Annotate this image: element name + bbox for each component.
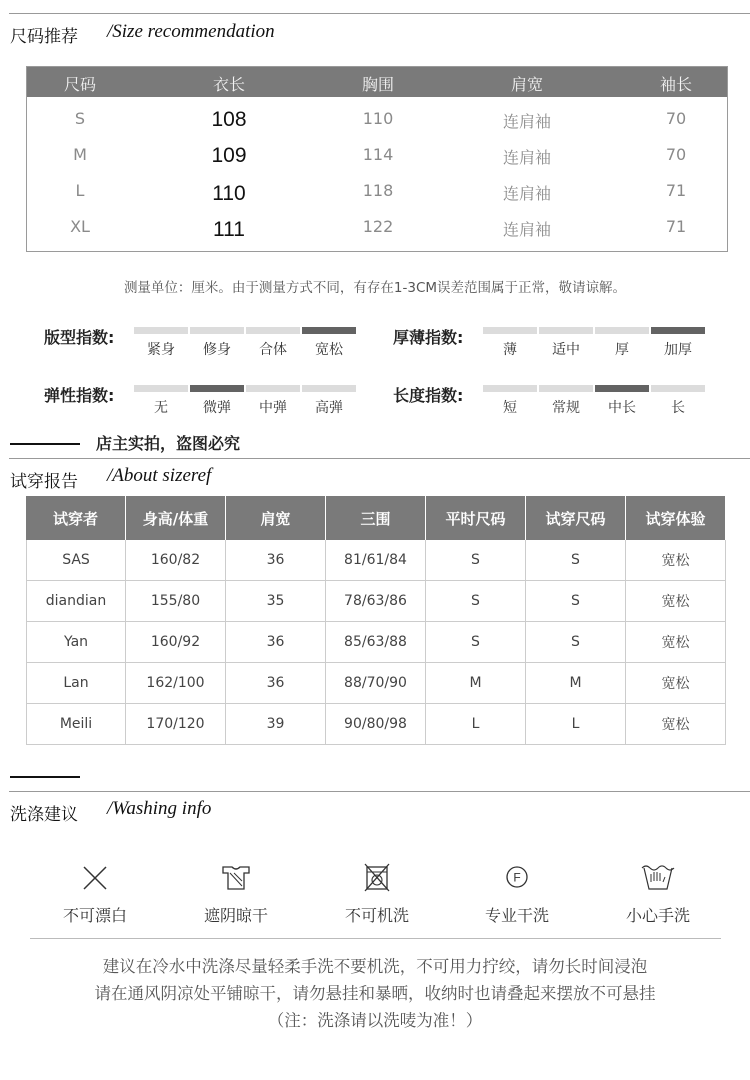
size-header-cell: 肩宽 [510, 75, 543, 94]
elasticity-index-bar [134, 385, 188, 392]
tryon-divider [9, 458, 750, 459]
tryon-cell-experience: 宽松 [626, 581, 726, 622]
hand-wash-icon [640, 862, 676, 892]
sleeve-cell: 71 [665, 181, 687, 200]
thickness-index-bar [651, 327, 705, 334]
thickness-index-label: 厚薄指数: [393, 328, 464, 347]
tryon-header-tester: 试穿者 [26, 496, 126, 540]
tryon-cell-measurements: 85/63/88 [326, 622, 426, 663]
size-cell: S [74, 109, 86, 128]
top-divider [9, 13, 750, 14]
size-title-en: /Size recommendation [107, 21, 275, 42]
length-index-option: 常规 [552, 400, 580, 416]
size-table-header [27, 67, 727, 97]
fit-index-option: 宽松 [315, 342, 343, 358]
shoulder-cell: 连肩袖 [502, 148, 551, 167]
tryon-cell-height-weight: 162/100 [126, 663, 226, 704]
tryon-header-measurements: 三围 [326, 496, 426, 540]
length-index-bar [483, 385, 537, 392]
wash-label-no-bleach: 不可漂白 [62, 906, 127, 925]
tryon-cell-height-weight: 160/92 [126, 622, 226, 663]
elasticity-index-option: 微弹 [203, 400, 231, 416]
elasticity-index-option: 无 [154, 400, 168, 416]
tryon-header-tried-size: 试穿尺码 [526, 496, 626, 540]
tryon-cell-height-weight: 160/82 [126, 540, 226, 581]
dry-clean-letter: F [513, 870, 521, 885]
no-bleach-icon [81, 865, 109, 891]
thickness-index-option: 厚 [615, 342, 629, 358]
wash-title-en: /Washing info [107, 798, 212, 819]
tryon-cell-experience: 宽松 [626, 540, 726, 581]
tryon-cell-shoulder: 36 [226, 540, 326, 581]
tryon-cell-measurements: 90/80/98 [326, 704, 426, 745]
tryon-cell-usual-size: M [426, 663, 526, 704]
tryon-cell-shoulder: 39 [226, 704, 326, 745]
tryon-header-shoulder: 肩宽 [226, 496, 326, 540]
wash-label-shade-dry: 遮阴晾干 [203, 906, 268, 925]
length-cell: 108 [211, 108, 247, 131]
fit-index-option: 合体 [259, 342, 287, 358]
length-cell: 111 [213, 218, 245, 241]
length-cell: 110 [212, 182, 246, 205]
shoulder-cell: 连肩袖 [502, 184, 551, 203]
size-header-cell: 胸围 [361, 75, 394, 94]
thickness-index-bar [539, 327, 593, 334]
length-index-bar [595, 385, 649, 392]
size-cell: M [73, 145, 87, 164]
size-title-cn: 尺码推荐 [10, 27, 78, 47]
tryon-cell-shoulder: 35 [226, 581, 326, 622]
fit-index-bar [190, 327, 244, 334]
tryon-cell-usual-size: S [426, 540, 526, 581]
short-rule-2 [10, 776, 80, 778]
wash-tips-divider [30, 938, 721, 939]
wash-label-no-machine-wash: 不可机洗 [344, 906, 409, 925]
measurement-note: 测量单位：厘米。由于测量方式不同，有存在1-3CM误差范围属于正常，敬请谅解。 [123, 280, 627, 296]
size-table [26, 66, 728, 252]
elasticity-index-bar [302, 385, 356, 392]
wash-tip-note: （注：洗涤请以洗唛为准！） [267, 1011, 483, 1030]
tryon-cell-experience: 宽松 [626, 663, 726, 704]
tryon-cell-height-weight: 155/80 [126, 581, 226, 622]
wash-label-dry-clean: 专业干洗 [484, 906, 549, 925]
length-index-option: 中长 [608, 400, 636, 416]
fit-index-bar [302, 327, 356, 334]
thickness-index-bar [595, 327, 649, 334]
tryon-table [26, 496, 726, 745]
fit-index-label: 版型指数: [44, 328, 115, 347]
tryon-header-height-weight: 身高/体重 [126, 496, 226, 540]
sleeve-cell: 70 [665, 145, 687, 164]
length-index-label: 长度指数: [393, 386, 464, 405]
size-header-cell: 尺码 [63, 75, 96, 94]
chest-cell: 114 [362, 145, 394, 164]
tryon-cell-tried-size: S [526, 622, 626, 663]
tryon-cell-tester: Lan [26, 663, 126, 704]
fit-index-option: 紧身 [147, 342, 175, 358]
tryon-cell-tried-size: S [526, 540, 626, 581]
tryon-cell-tester: Yan [26, 622, 126, 663]
chest-cell: 122 [362, 217, 394, 236]
size-header-cell: 袖长 [659, 75, 692, 94]
elasticity-index-bar [190, 385, 244, 392]
chest-cell: 110 [362, 109, 394, 128]
tryon-cell-measurements: 81/61/84 [326, 540, 426, 581]
tryon-cell-height-weight: 170/120 [126, 704, 226, 745]
dry-clean-icon [505, 865, 529, 889]
tryon-cell-tester: SAS [26, 540, 126, 581]
length-index-bar [539, 385, 593, 392]
wash-label-hand-wash: 小心手洗 [625, 906, 690, 925]
elasticity-index-label: 弹性指数: [44, 386, 115, 405]
tryon-cell-measurements: 78/63/86 [326, 581, 426, 622]
tryon-title-en: /About sizeref [107, 465, 212, 486]
tryon-cell-tried-size: S [526, 581, 626, 622]
tryon-cell-shoulder: 36 [226, 622, 326, 663]
tryon-cell-tried-size: L [526, 704, 626, 745]
wash-divider [9, 791, 750, 792]
tryon-header-experience: 试穿体验 [626, 496, 726, 540]
shade-dry-icon [220, 864, 252, 892]
tryon-cell-tester: diandian [26, 581, 126, 622]
elasticity-index-option: 高弹 [315, 400, 343, 416]
elasticity-index-bar [246, 385, 300, 392]
tryon-cell-experience: 宽松 [626, 622, 726, 663]
shoulder-cell: 连肩袖 [502, 112, 551, 131]
tryon-cell-shoulder: 36 [226, 663, 326, 704]
thickness-index-bar [483, 327, 537, 334]
tryon-cell-usual-size: S [426, 581, 526, 622]
tryon-header-usual-size: 平时尺码 [426, 496, 526, 540]
sleeve-cell: 70 [665, 109, 687, 128]
thickness-index-option: 加厚 [664, 342, 692, 358]
wash-title-cn: 洗涤建议 [10, 805, 78, 825]
size-cell: L [75, 181, 85, 200]
length-index-option: 长 [671, 400, 685, 416]
shop-photo-note: 店主实拍，盗图必究 [96, 434, 241, 453]
fit-index-option: 修身 [203, 342, 231, 358]
size-header-cell: 衣长 [212, 75, 245, 94]
thickness-index-option: 薄 [503, 342, 517, 358]
tryon-cell-measurements: 88/70/90 [326, 663, 426, 704]
tryon-cell-tried-size: M [526, 663, 626, 704]
tryon-title-cn: 试穿报告 [10, 472, 78, 492]
shoulder-cell: 连肩袖 [502, 220, 551, 239]
elasticity-index-option: 中弹 [259, 400, 287, 416]
tryon-cell-usual-size: L [426, 704, 526, 745]
fit-index-bar [134, 327, 188, 334]
thickness-index-option: 适中 [552, 342, 580, 358]
tryon-cell-tester: Meili [26, 704, 126, 745]
wash-tip-line: 建议在冷水中洗涤尽量轻柔手洗不要机洗，不可用力拧绞，请勿长时间浸泡 [102, 957, 648, 976]
length-index-bar [651, 385, 705, 392]
wash-tip-line: 请在通风阴凉处平铺晾干，请勿悬挂和暴晒，收纳时也请叠起来摆放不可悬挂 [94, 984, 656, 1003]
length-cell: 109 [211, 144, 247, 167]
fit-index-bar [246, 327, 300, 334]
no-machine-wash-icon [364, 862, 390, 892]
size-cell: XL [70, 217, 90, 236]
tryon-cell-experience: 宽松 [626, 704, 726, 745]
chest-cell: 118 [362, 181, 394, 200]
length-index-option: 短 [503, 400, 517, 416]
short-rule [10, 443, 80, 445]
tryon-cell-usual-size: S [426, 622, 526, 663]
sleeve-cell: 71 [665, 217, 687, 236]
